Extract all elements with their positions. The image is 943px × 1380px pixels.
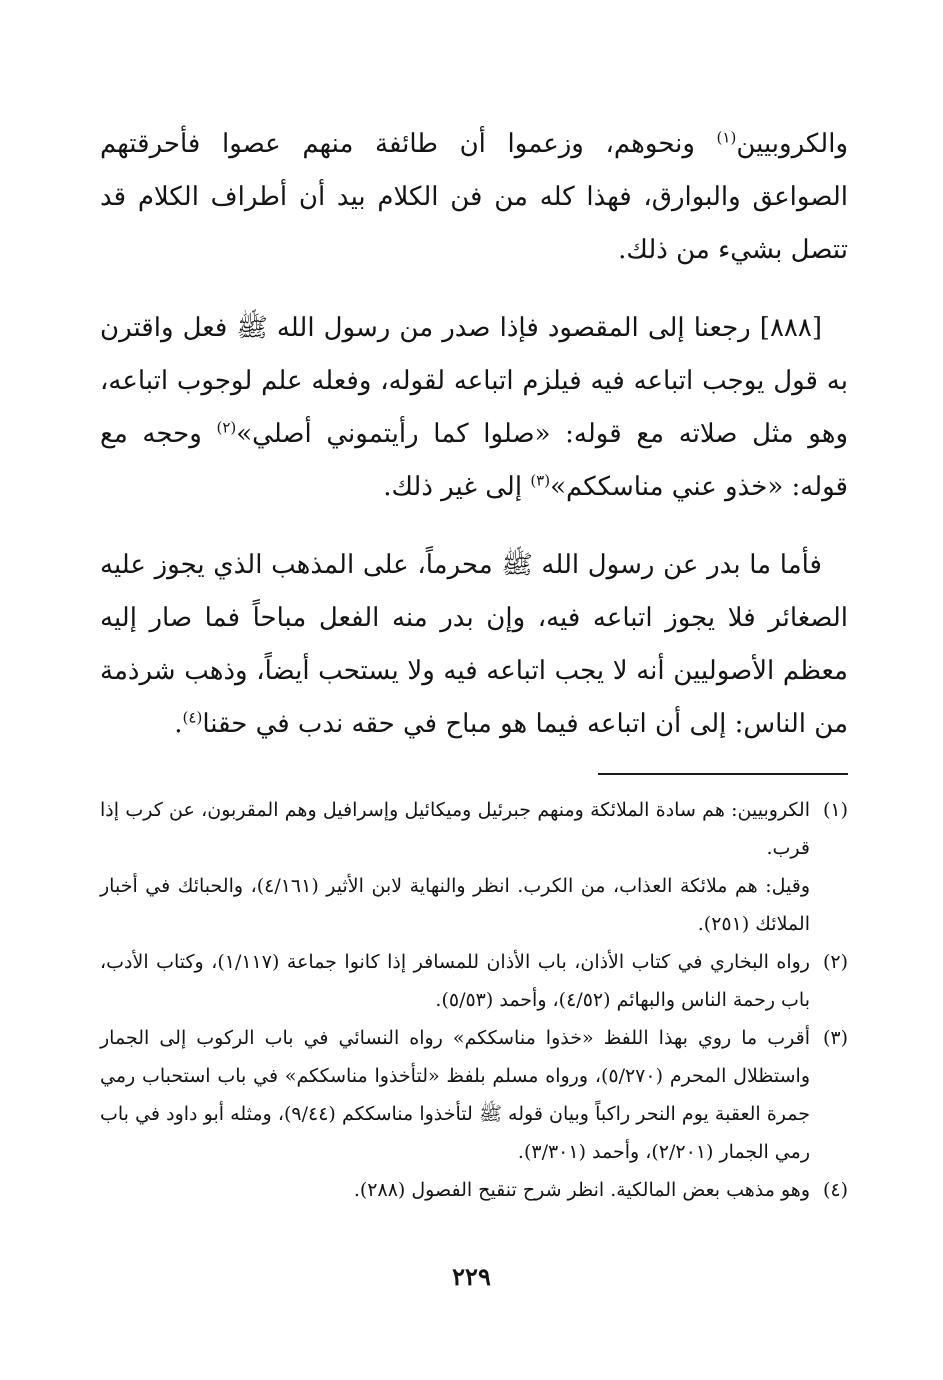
paragraph-text: .: [174, 709, 183, 739]
footnote-text: رواه البخاري في كتاب الأذان، باب الأذان للمسافر إذا كانوا جماعة (١/١١٧)، وكتاب الأدب، باب رحمة الناس والبهائم (٤/٥٢)، وأحمد (٥/٥٣).: [100, 951, 810, 1011]
footnote-3: [100, 1019, 848, 1171]
footnote-ref-2[interactable]: (٢): [216, 418, 237, 437]
footnote-body: [100, 791, 810, 943]
footnote-text: أقرب ما روي بهذا اللفظ «خذوا مناسككم» رواه النسائي في باب الركوب إلى الجمار واستظلال المحرم (٥/٢٧٠)، ورواه مسلم بلفظ «لتأخذوا مناسككم» في باب استحباب رمي جمرة العقبة يوم النحر راكباً وبيان قوله ﷺ لتأخذوا مناسككم (٩/٤٤)، ومثله أبو داود في باب رمي الجمار (٢/٢٠١)، وأحمد (٣/٣٠١).: [100, 1027, 811, 1163]
footnote-ref-1[interactable]: (١): [716, 128, 737, 147]
footnote-number: (١): [822, 799, 848, 821]
footnote-number: (٢): [822, 951, 848, 973]
main-paragraph-1: [100, 118, 848, 277]
footnote-1: [100, 791, 848, 943]
page-number: ٢٢٩: [452, 1262, 491, 1291]
paragraph-text: ونحوهم، وزعموا أن طائفة منهم عصوا فأحرقتهم الصواعق والبوارق، فهذا كله من فن الكلام بيد أن أطراف الكلام قد تتصل بشيء من ذلك.: [100, 129, 848, 265]
footnote-number: (٤): [822, 1179, 848, 1201]
main-paragraph-3: [100, 539, 848, 751]
footnote-body: [100, 943, 810, 1019]
footnote-number: (٣): [822, 1027, 848, 1049]
footnote-body: [100, 1019, 810, 1171]
paragraph-text: [٨٨٨] رجعنا إلى المقصود فإذا صدر من رسول الله ﷺ فعل واقترن به قول يوجب اتباعه فيه فيلزم اتباعه لقوله، وفعله علم لوجوب اتباعه، وهو مثل صلاته مع قوله: «صلوا كما رأيتموني أصلي»: [100, 313, 848, 449]
paragraph-text: إلى غير ذلك.: [383, 472, 531, 502]
paragraph-text: والكروبيين: [736, 129, 848, 159]
main-paragraph-2: [100, 302, 848, 514]
footnote-text: وهو مذهب بعض المالكية. انظر شرح تنقيح الفصول (٢٨٨).: [353, 1179, 810, 1201]
footnote-ref-4[interactable]: (٤): [182, 708, 203, 727]
footnote-body: [100, 1171, 810, 1209]
footnote-text: الكروبيين: هم سادة الملائكة ومنهم جبرئيل وميكائيل وإسرافيل وهم المقربون، عن كرب إذا قرب.: [100, 799, 810, 859]
paragraph-text: فأما ما بدر عن رسول الله ﷺ محرماً، على المذهب الذي يجوز عليه الصغائر فلا يجوز اتباعه فيه، وإن بدر منه الفعل مباحاً فما صار إليه معظم الأصوليين أنه لا يجب اتباعه فيه ولا يستحب أيضاً، وذهب شرذمة من الناس: إلى أن اتباعه فيما هو مباح في حقه ندب في حقنا: [100, 550, 848, 739]
footnote-ref-3[interactable]: (٣): [530, 471, 551, 490]
footnote-separator: [598, 773, 848, 775]
book-page: [100, 118, 848, 1348]
footnote-2: [100, 943, 848, 1019]
footnote-text: وقيل: هم ملائكة العذاب، من الكرب. انظر والنهاية لابن الأثير (٤/١٦١)، والحبائك في أخبار الملائك (٢٥١).: [100, 875, 810, 935]
footnotes-section: [100, 791, 848, 1209]
paragraph-text: وحجه مع قوله: «خذو عني مناسككم»: [100, 419, 848, 502]
footnote-4: [100, 1171, 848, 1209]
